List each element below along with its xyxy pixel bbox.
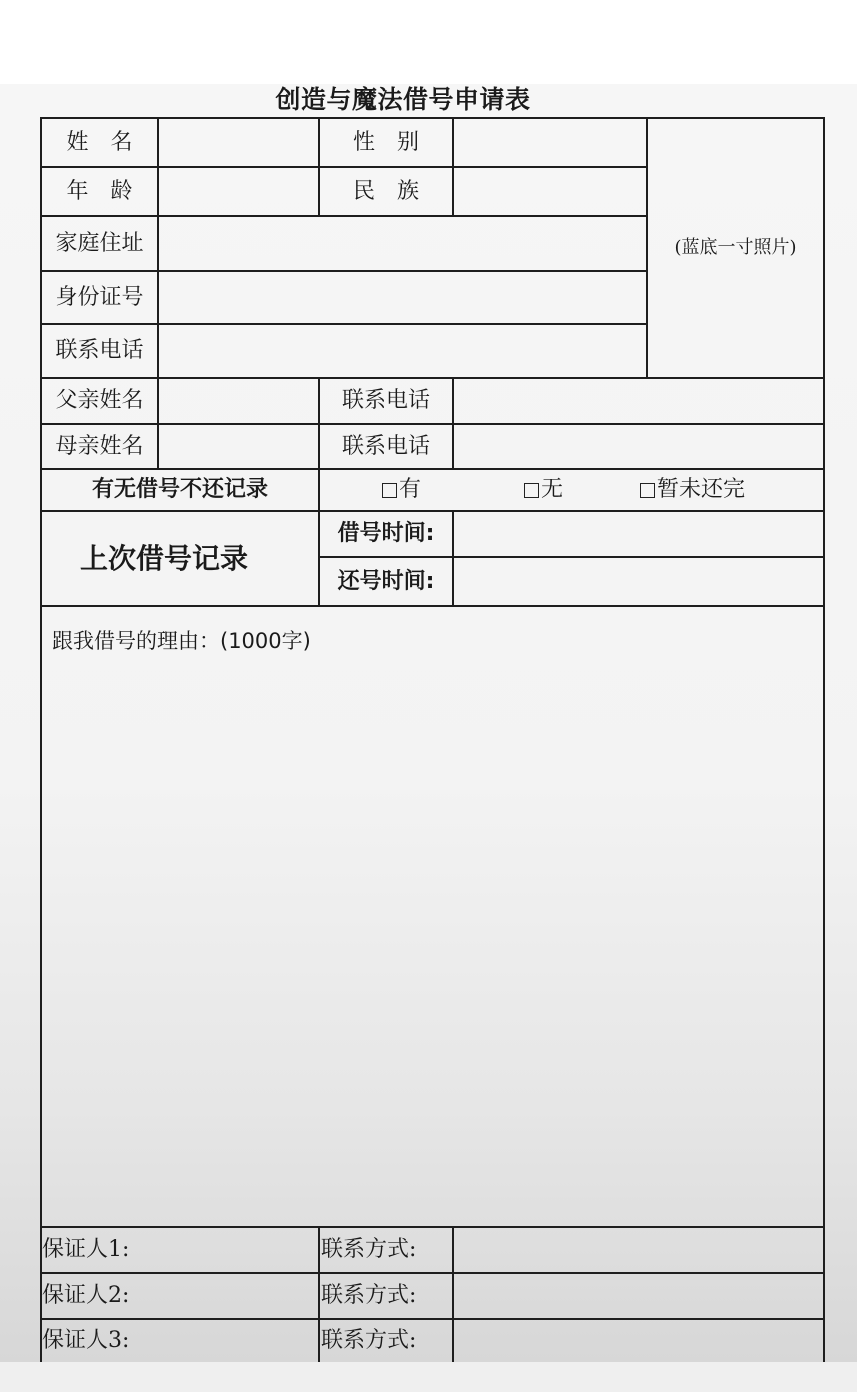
father-phone-label: 联系电话 <box>341 388 430 413</box>
option-not-finished-label: 暂未还完 <box>657 477 746 502</box>
id-number-field[interactable] <box>159 272 646 323</box>
mother-phone-label: 联系电话 <box>341 433 430 459</box>
grid-line <box>40 605 825 607</box>
father-name-field[interactable] <box>159 379 318 423</box>
gender-label: 性 别 <box>352 129 419 155</box>
checkbox-icon[interactable] <box>640 483 655 498</box>
mother-phone-field[interactable] <box>454 425 823 468</box>
guarantor-1-label: 保证人1: <box>42 1237 130 1262</box>
phone-field[interactable] <box>159 325 646 377</box>
id-number-label: 身份证号 <box>55 284 144 310</box>
grid-line <box>318 1226 320 1362</box>
option-no-label: 无 <box>541 477 564 502</box>
reason-label: 跟我借号的理由：(1000字) <box>52 628 311 653</box>
guarantor-3-contact-field[interactable] <box>454 1320 823 1362</box>
address-label: 家庭住址 <box>55 230 144 256</box>
guarantor-1-contact-field[interactable] <box>454 1228 823 1272</box>
name-field[interactable] <box>159 119 318 166</box>
return-time-field[interactable] <box>454 558 823 605</box>
photo-placeholder: (蓝底一寸照片) <box>674 237 797 258</box>
father-phone-field[interactable] <box>454 379 823 423</box>
option-yes-label: 有 <box>399 477 422 502</box>
guarantor-2-contact-field[interactable] <box>454 1274 823 1318</box>
checkbox-icon[interactable] <box>524 483 539 498</box>
ethnicity-label: 民 族 <box>352 178 419 204</box>
mother-name-field[interactable] <box>159 425 318 468</box>
checkbox-icon[interactable] <box>382 483 397 498</box>
unpaid-record-label: 有无借号不还记录 <box>91 477 268 502</box>
return-time-label: 还号时间: <box>337 568 435 594</box>
grid-line <box>823 117 825 1362</box>
address-field[interactable] <box>159 217 646 270</box>
last-record-label: 上次借号记录 <box>79 541 248 575</box>
guarantor-2-contact-label: 联系方式: <box>321 1283 417 1308</box>
gender-field[interactable] <box>454 119 646 166</box>
name-label: 姓 名 <box>66 129 133 155</box>
option-not-finished[interactable] <box>640 470 745 510</box>
guarantor-3-label: 保证人3: <box>42 1328 130 1353</box>
mother-name-label: 母亲姓名 <box>55 433 144 459</box>
option-no[interactable] <box>524 470 563 510</box>
borrow-time-field[interactable] <box>454 512 823 556</box>
father-name-label: 父亲姓名 <box>55 388 144 413</box>
option-yes[interactable] <box>382 470 421 510</box>
reason-field[interactable] <box>42 660 823 1226</box>
age-label: 年 龄 <box>66 178 133 204</box>
age-field[interactable] <box>159 168 318 215</box>
ethnicity-field[interactable] <box>454 168 646 215</box>
phone-label: 联系电话 <box>55 338 144 363</box>
guarantor-2-label: 保证人2: <box>42 1283 130 1308</box>
guarantor-1-contact-label: 联系方式: <box>321 1237 417 1262</box>
form-title: 创造与魔法借号申请表 <box>275 85 531 114</box>
guarantor-3-contact-label: 联系方式: <box>321 1328 417 1353</box>
borrow-time-label: 借号时间: <box>337 521 435 546</box>
